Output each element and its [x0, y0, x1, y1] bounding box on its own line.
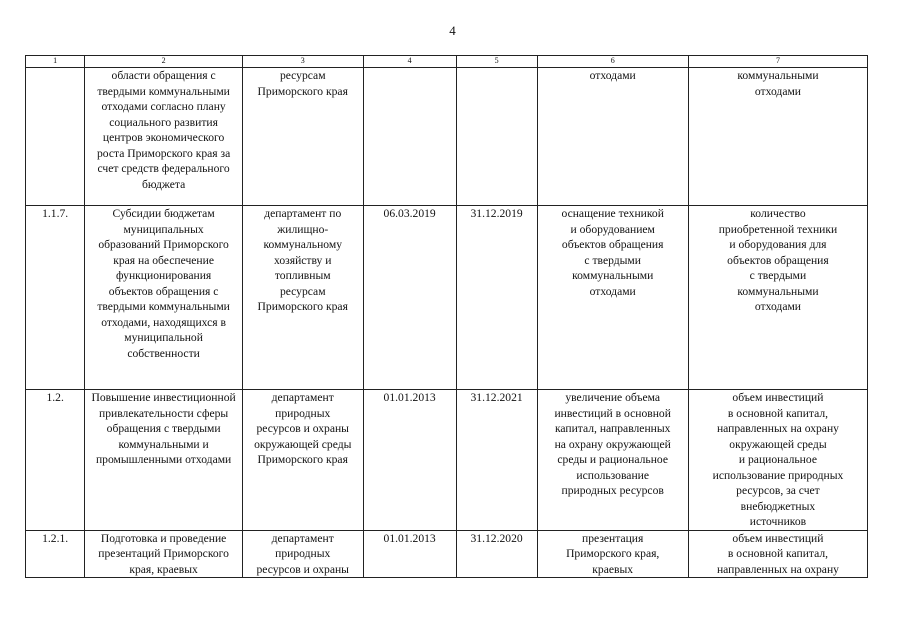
expected-result: увеличение объема инвестиций в основной капитал, направленных на охрану окружающей среды и рациональное использование природных ресурсов [554, 391, 671, 497]
row-number: 1.1.7. [42, 207, 69, 220]
indicator-cell [688, 390, 867, 531]
start-date: 01.01.2013 [383, 531, 436, 545]
executor-cell [242, 68, 363, 206]
column-number: 3 [242, 56, 363, 68]
result-cell [537, 68, 688, 206]
row-number-cell [26, 530, 85, 578]
start-date-cell [363, 206, 456, 390]
result-cell [537, 390, 688, 531]
end-date-cell [456, 68, 537, 206]
end-date-cell [456, 530, 537, 578]
table-row [26, 390, 868, 531]
end-date: 31.12.2021 [470, 391, 523, 404]
indicator: объем инвестиций в основной капитал, направленных на охрану окружающей среды и рациональное использование природных ресурсов, за счет внебюджетных источников [712, 391, 844, 528]
column-number: 4 [363, 56, 456, 68]
measure-cell [85, 390, 243, 531]
measure-name: Повышение инвестиционной привлекательности сферы обращения с твердыми коммунальными и промышленными отходами [91, 391, 236, 466]
start-date-cell [363, 68, 456, 206]
page-number: 4 [449, 23, 456, 38]
row-number-cell [26, 68, 85, 206]
expected-result: оснащение техникой и оборудованием объектов обращения с твердыми коммунальными отходами [561, 207, 664, 298]
column-number: 2 [85, 56, 243, 68]
end-date: 31.12.2020 [470, 531, 523, 545]
executor-cell [242, 390, 363, 531]
table-row [26, 530, 868, 578]
measures-table [25, 55, 868, 578]
indicator-cell [688, 530, 867, 578]
start-date-cell [363, 390, 456, 531]
executor: департамент природных ресурсов и охраны окружающей среды Приморского края [254, 391, 352, 466]
start-date-cell [363, 530, 456, 578]
executor-cell [242, 530, 363, 578]
column-number: 6 [537, 56, 688, 68]
row-number-cell [26, 206, 85, 390]
end-date-cell [456, 390, 537, 531]
result-cell [537, 530, 688, 578]
executor: ресурсам Приморского края [257, 69, 348, 98]
indicator-cell [688, 68, 867, 206]
column-number: 1 [26, 56, 85, 68]
row-number: 1.2.1. [42, 531, 69, 545]
measure-cell [85, 206, 243, 390]
expected-result: презентация Приморского края, краевых [566, 531, 660, 576]
end-date-cell [456, 206, 537, 390]
measure-name: области обращения с твердыми коммунальными отходами согласно плану социального развития центров экономического роста Приморского края за счет средств федерального бюджета [96, 69, 231, 191]
row-number-cell [26, 390, 85, 531]
indicator: коммунальными отходами [737, 69, 819, 98]
measure-cell [85, 68, 243, 206]
executor: департамент по жилищно- коммунальному хозяйству и топливным ресурсам Приморского края [257, 207, 348, 313]
column-number: 5 [456, 56, 537, 68]
result-cell [537, 206, 688, 390]
executor-cell [242, 206, 363, 390]
expected-result: отходами [589, 69, 636, 82]
indicator: количество приобретенной техники и оборудования для объектов обращения с твердыми коммунальными отходами [718, 207, 838, 313]
indicator-cell [688, 206, 867, 390]
indicator: объем инвестиций в основной капитал, направленных на охрану [716, 531, 839, 576]
measure-cell [85, 530, 243, 578]
measure-name: Субсидии бюджетам муниципальных образований Приморского края на обеспечение функционирования объектов обращения с твердыми коммунальными отходами, находящихся в муниципальной собственности [97, 207, 230, 360]
column-number: 7 [688, 56, 867, 68]
table-row [26, 206, 868, 390]
end-date: 31.12.2019 [470, 207, 523, 220]
start-date: 01.01.2013 [383, 391, 436, 404]
row-number: 1.2. [46, 391, 64, 404]
table-row [26, 68, 868, 206]
column-number-row [26, 56, 868, 68]
executor: департамент природных ресурсов и охраны [256, 531, 349, 576]
measure-name: Подготовка и проведение презентаций Приморского края, краевых [98, 531, 229, 576]
start-date: 06.03.2019 [383, 207, 436, 220]
